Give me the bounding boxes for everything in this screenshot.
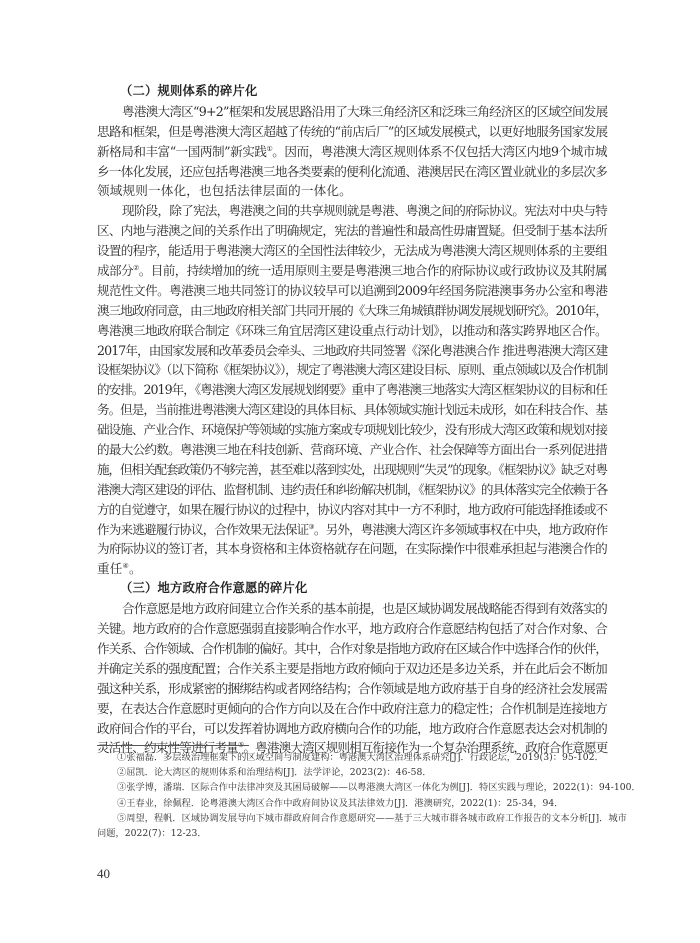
paragraph-line: 现阶段，除了宪法，粤港澳之间的共享规则就是粤港、粤澳之间的府际协议。宪法对中央与特 [122,203,607,219]
paragraph-line: 重任④。 [97,561,142,577]
paragraph-line: 要，在表达合作意愿时更倾向的合作方向以及在合作中政府注意力的稳定性；合作机制是连接地方 [97,700,607,716]
paragraph-line: 港澳大湾区建设的评估、监督机制、违约责任和纠纷解决机制，《框架协议》的具体落实完全依赖于各 [97,481,608,497]
footnote-3: ③张学博，潘瑞．区际合作中法律冲突及其困局破解——以粤港澳大湾区一体化为例[J]．特区实践与理论，2022(1)：94-100． [117,782,641,794]
paragraph-line: 2017年，由国家发展和改革委员会牵头、三地政府共同签署《深化粤港澳合作 推进粤港澳大湾区建 [97,342,608,358]
paragraph-line: 规范性文件。粤港澳三地共同签订的协议较早可以追溯到2009年经国务院港澳事务办公室和粤港 [97,282,608,298]
paragraph-line: 政府间合作的平台，可以发挥着协调地方政府横向合作的功能，地方政府合作意愿表达会对机制的 [97,720,607,736]
paragraph-line: 强这种关系，形成紧密的捆绑结构或者网络结构；合作领域是地方政府基于自身的经济社会发展需 [97,680,607,696]
footnote-4: ④王春业，徐佩程．论粤港澳大湾区合作中政府间协议及其法律效力[J]．港澳研究，2022(1)：25-34，94． [117,797,564,809]
paragraph-line: 新格局和丰富“一国两制”新实践①。因而，粤港澳大湾区规则体系不仅包括大湾区内地9个城市城 [97,143,607,159]
paragraph-line: 作关系、合作领域、合作机制的偏好。其中，合作对象是指地方政府在区域合作中选择合作的伙伴， [97,640,607,656]
paragraph-line: 领域规则一体化，也包括法律层面的一体化。 [97,183,352,199]
paragraph-line: 合作意愿是地方政府间建立合作关系的基本前提，也是区域协调发展战略能否得到有效落实的 [122,601,607,617]
paragraph-line: 设置的程序，能适用于粤港澳大湾区的全国性法律较少，无法成为粤港澳大湾区规则体系的主要组 [97,243,607,259]
footnote-1: ①张福磊．多层级治理框架下的区域空间与制度建构：粤港澳大湾区治理体系研究[J]．行政论坛，2019(3)：95-102． [117,752,604,763]
footnote-separator [97,745,249,746]
paragraph-line: 澳三地政府同意，由三地政府相关部门共同开展的《大珠三角城镇群协调发展规划研究》。2010年， [97,302,607,318]
paragraph-line: 成部分②。目前，持续增加的统一适用原则主要是粤港澳三地合作的府际协议或行政协议及其附属 [97,263,608,279]
paragraph-line: 区、内地与港澳之间的关系作出了明确规定，宪法的普遍性和最高性毋庸置疑。但受制于基本法所 [97,223,607,239]
footnote-ref[interactable]: ⑤ [237,741,244,750]
footnote-5-continued: 问题，2022(7)：12-23． [97,827,207,839]
paragraph-line: 并确定关系的强度配置；合作关系主要是指地方政府倾向于双边还是多边关系，并在此后会不断加 [97,660,607,676]
paragraph-line: 的安排。2019年，《粤港澳大湾区发展规划纲要》重申了粤港澳三地落实大湾区框架协议的目标和任 [97,382,607,398]
section-heading-rule-fragmentation: （二）规则体系的碎片化 [120,84,258,98]
paragraph-line: 务。但是，当前推进粤港澳大湾区建设的具体目标、具体领域实施计划远未成形，如在科技合作、基 [97,402,607,418]
page-number: 40 [97,866,110,881]
paragraph-line: 思路和框架，但是粤港澳大湾区超越了传统的“前店后厂”的区域发展模式，以更好地服务国家发展 [97,123,608,139]
paragraph-line: 粤港澳大湾区“9+2”框架和发展思路沿用了大珠三角经济区和泛珠三角经济区的区域空间发展 [122,103,608,119]
section-heading-cooperation-willingness: （三）地方政府合作意愿的碎片化 [120,581,308,596]
paragraph-line: 乡一体化发展，还应包括粤港澳三地各类要素的便利化流通、港澳居民在湾区置业就业的多层次多 [97,163,607,179]
footnotes [97,750,641,841]
paragraph-line: 的最大公约数。粤港澳三地在科技创新、营商环境、产业合作、社会保障等方面出台一系列促进措 [97,442,607,458]
paragraph-line: 灵活性、约束性等进行考量⑤。粤港澳大湾区规则相互衔接作为一个复杂治理系统，政府合作意愿更 [97,740,608,756]
footnote-5: ⑤周望，程帆．区域协调发展导向下城市群政府间合作意愿研究——基于三大城市群各城市政府工作报告的文本分析[J]．城市 [117,812,627,824]
footnote-ref[interactable]: ① [266,144,273,153]
paragraph-line: 为府际协议的签订者，其本身资格和主体资格就存在问题，在实际操作中很难承担起与港澳合作的 [97,541,607,557]
body-text [97,82,607,758]
paragraph-line: 设框架协议》（以下简称《框架协议》），规定了粤港澳大湾区建设目标、原则、重点领域以及合作机制 [97,362,608,378]
footnote-2: ②屈凯．论大湾区的规则体系和治理结构[J]．法学评论，2023(2)：46-58． [117,767,432,779]
footnote-ref[interactable]: ④ [122,562,129,571]
paragraph-line: 方的自觉遵守，如果在履行协议的过程中，协议内容对其中一方不利时，地方政府可能选择推诿或不 [97,501,607,517]
paragraph-line: 粤港澳三地政府联合制定《环珠三角宜居湾区建设重点行动计划》，以推动和落实跨界地区合作。 [97,322,607,338]
footnote-ref[interactable]: ② [133,264,139,273]
paragraph-line: 础设施、产业合作、环境保护等领域的实施方案或专项规划比较少，没有形成大湾区政策和规划对接 [97,422,607,438]
paragraph-line: 关键。地方政府的合作意愿强弱直接影响合作水平，地方政府合作意愿结构包括了对合作对象、合 [97,621,607,637]
footnote-ref[interactable]: ③ [308,522,314,531]
paragraph-line: 作为来逃避履行协议，合作效果无法保证③。另外，粤港澳大湾区许多领域事权在中央，地方政府作 [97,521,608,537]
paragraph-line: 施，但相关配套政策仍不够完善，甚至难以落到实处，出现规则“失灵”的现象。《框架协议》缺乏对粤 [97,461,607,477]
